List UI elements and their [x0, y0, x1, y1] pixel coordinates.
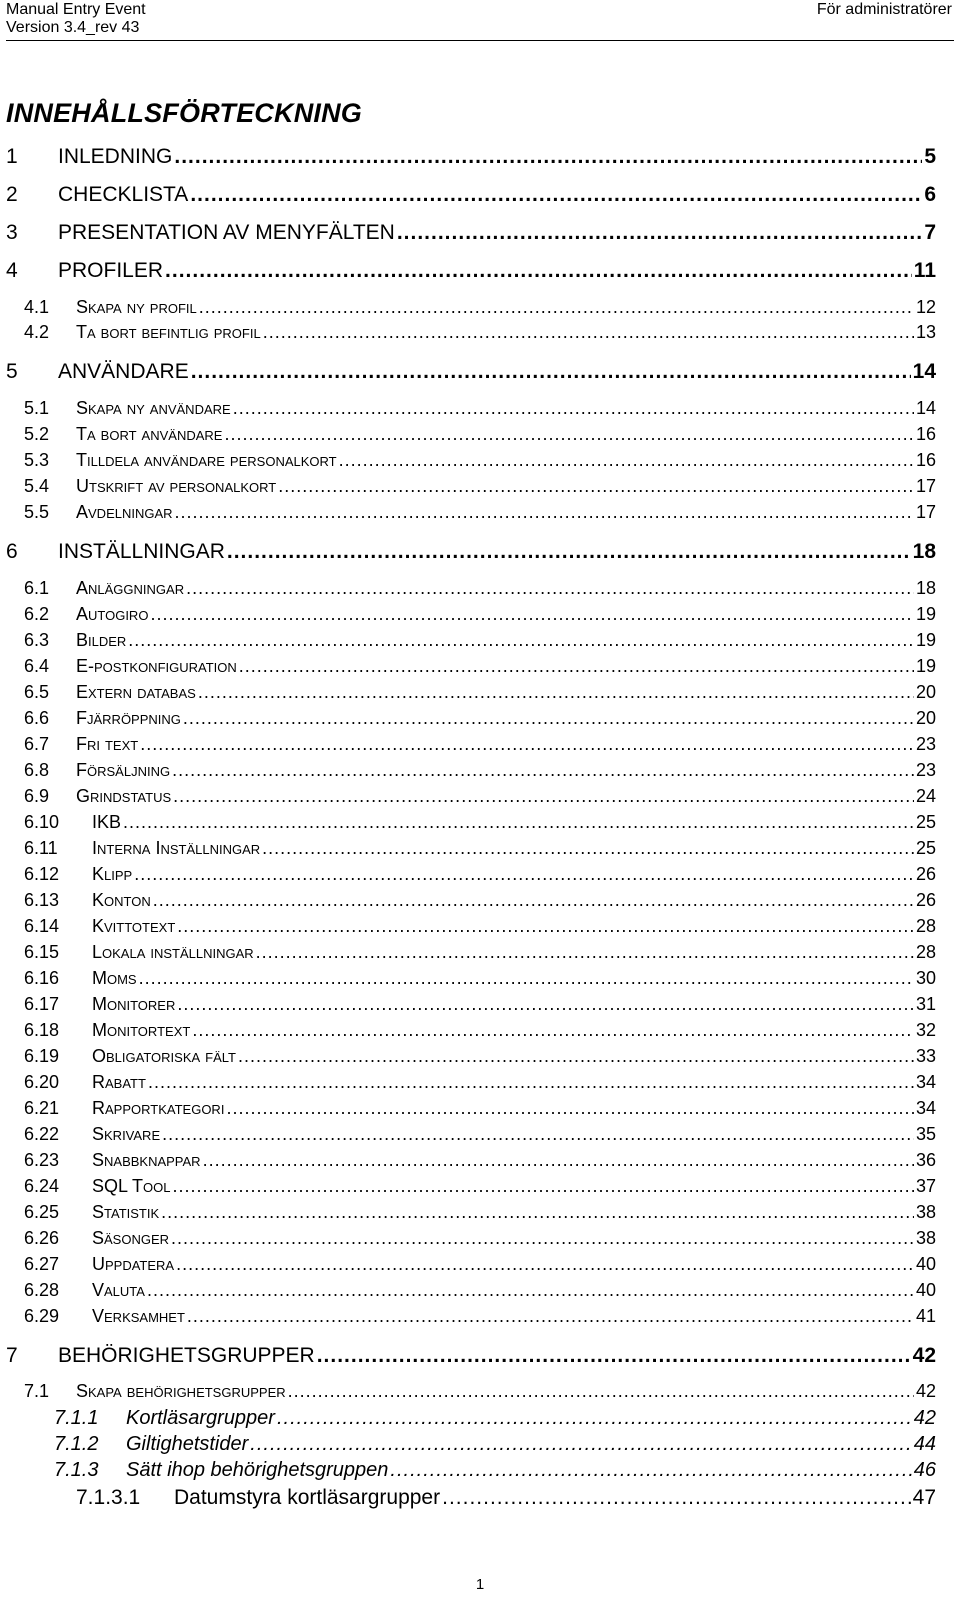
toc-entry-number: 7.1.3 — [54, 1459, 99, 1481]
toc-entry[interactable] — [6, 630, 936, 653]
toc-entry-page: 6 — [924, 183, 936, 206]
toc-entry[interactable] — [6, 145, 936, 171]
toc-entry[interactable] — [6, 1176, 936, 1199]
dot-leader — [442, 1486, 911, 1510]
toc-entry-number: 6.27 — [24, 1254, 60, 1274]
toc-entry-number: 7 — [6, 1344, 18, 1367]
toc-entry[interactable] — [6, 450, 936, 473]
toc-entry-page: 33 — [915, 1046, 936, 1066]
dot-leader — [128, 630, 914, 651]
toc-entry-number: 6.26 — [24, 1228, 60, 1248]
toc-entry-title: Fri text — [76, 734, 139, 754]
toc-entry-title: Verksamhet — [92, 1306, 185, 1326]
toc-entry-title: Skrivare — [92, 1124, 161, 1144]
dot-leader — [199, 297, 914, 318]
toc-entry-title: Ta bort befintlig profil — [76, 322, 261, 342]
toc-entry-number: 7.1.3.1 — [76, 1486, 141, 1509]
toc-entry-number: 6.2 — [24, 604, 50, 624]
toc-entry-page: 28 — [915, 942, 936, 962]
toc-entry-page: 5 — [924, 145, 936, 168]
toc-entry-page: 41 — [915, 1306, 936, 1326]
toc-entry-number: 6.9 — [24, 786, 50, 806]
toc-entry-number: 4.2 — [24, 322, 50, 342]
toc-entry-number: 6.12 — [24, 864, 60, 884]
toc-entry-title: Avdelningar — [76, 502, 173, 522]
toc-entry-page: 14 — [912, 360, 936, 383]
toc-entry-number: 6.18 — [24, 1020, 60, 1040]
toc-entry-title: ANVÄNDARE — [58, 360, 189, 383]
dot-leader — [191, 360, 911, 384]
toc-entry[interactable] — [6, 259, 936, 285]
toc-entry-title: Monitorer — [92, 994, 176, 1014]
page-header — [6, 0, 954, 41]
toc-entry-number: 6.8 — [24, 760, 50, 780]
dot-leader — [134, 864, 914, 885]
toc-entry-number: 4.1 — [24, 297, 50, 317]
toc-entry[interactable] — [6, 1124, 936, 1147]
toc-entry-title: Obligatoriska fält — [92, 1046, 236, 1066]
toc-entry[interactable] — [6, 1046, 936, 1069]
toc-entry-title: Lokala inställningar — [92, 942, 254, 962]
toc-entry-number: 4 — [6, 259, 18, 282]
toc-entry-number: 7.1.2 — [54, 1433, 99, 1455]
document-title: Manual Entry Event — [6, 1, 146, 18]
toc-entry-page: 16 — [915, 424, 936, 444]
dot-leader — [123, 812, 914, 833]
toc-entry[interactable] — [6, 1459, 936, 1483]
toc-entry-number: 5.4 — [24, 476, 50, 496]
toc-entry-title: E-postkonfiguration — [76, 656, 237, 676]
toc-entry-page: 35 — [915, 1124, 936, 1144]
toc-entry-page: 12 — [915, 297, 936, 317]
toc-entry-title: Kvittotext — [92, 916, 176, 936]
toc-entry-title: Rabatt — [92, 1072, 146, 1092]
toc-entry-title: CHECKLISTA — [58, 183, 189, 206]
toc-entry-number: 6.5 — [24, 682, 50, 702]
dot-leader — [173, 786, 914, 807]
dot-leader — [161, 1202, 914, 1223]
toc-entry-title: Giltighetstider — [126, 1433, 249, 1455]
toc-entry[interactable] — [6, 1202, 936, 1225]
toc-entry-page: 34 — [915, 1098, 936, 1118]
toc-entry[interactable] — [6, 183, 936, 209]
toc-entry-title: Autogiro — [76, 604, 149, 624]
dot-leader — [227, 540, 911, 564]
toc-entry[interactable] — [6, 322, 936, 345]
toc-entry-title: Uppdatera — [92, 1254, 175, 1274]
toc-entry-page: 18 — [912, 540, 936, 563]
toc-entry-page: 38 — [915, 1228, 936, 1248]
dot-leader — [192, 1020, 914, 1041]
toc-entry-page: 11 — [913, 259, 936, 282]
dot-leader — [162, 1124, 914, 1145]
dot-leader — [174, 145, 922, 169]
toc-entry-page: 46 — [913, 1459, 936, 1481]
toc-entry-page: 16 — [915, 450, 936, 470]
toc-entry[interactable] — [6, 476, 936, 499]
toc-entry-page: 24 — [915, 786, 936, 806]
dot-leader — [172, 760, 914, 781]
toc-entry[interactable] — [6, 1098, 936, 1121]
toc-entry-page: 31 — [915, 994, 936, 1014]
dot-leader — [153, 890, 914, 911]
dot-leader — [239, 656, 914, 677]
toc-entry-page: 34 — [915, 1072, 936, 1092]
dot-leader — [278, 476, 914, 497]
toc-entry-number: 6.17 — [24, 994, 60, 1014]
dot-leader — [177, 916, 914, 937]
toc-entry[interactable] — [6, 1280, 936, 1303]
toc-entry[interactable] — [6, 221, 936, 247]
toc-entry-number: 5.3 — [24, 450, 50, 470]
toc-entry-title: Bilder — [76, 630, 127, 650]
dot-leader — [147, 1280, 914, 1301]
toc-entry[interactable] — [6, 916, 936, 939]
dot-leader — [277, 1407, 912, 1430]
toc-entry-page: 42 — [912, 1344, 936, 1367]
toc-entry[interactable] — [6, 1150, 936, 1173]
toc-entry-title: Rapportkategori — [92, 1098, 225, 1118]
toc-entry-page: 36 — [915, 1150, 936, 1170]
toc-entry-number: 6.21 — [24, 1098, 60, 1118]
dot-leader — [288, 1381, 914, 1402]
dot-leader — [317, 1344, 911, 1368]
toc-entry[interactable] — [6, 812, 936, 835]
toc-entry-number: 6.13 — [24, 890, 60, 910]
toc-entry[interactable] — [6, 578, 936, 601]
toc-entry-page: 17 — [915, 476, 936, 496]
toc-entry[interactable] — [6, 1381, 936, 1404]
toc-entry-number: 6.10 — [24, 812, 60, 832]
toc-entry-number: 6.14 — [24, 916, 60, 936]
toc-entry-page: 26 — [915, 864, 936, 884]
toc-entry-page: 25 — [915, 838, 936, 858]
toc-entry[interactable] — [6, 398, 936, 421]
toc-entry-title: IKB — [92, 812, 122, 832]
dot-leader — [175, 502, 914, 523]
toc-entry-title: SQL Tool — [92, 1176, 171, 1196]
dot-leader — [190, 183, 922, 207]
toc-entry-title: Klipp — [92, 864, 133, 884]
toc-entry[interactable] — [6, 1020, 936, 1043]
toc-entry-title: PRESENTATION AV MENYFÄLTEN — [58, 221, 395, 244]
toc-entry-page: 47 — [912, 1486, 936, 1509]
toc-entry-number: 5 — [6, 360, 18, 383]
toc-entry[interactable] — [6, 424, 936, 447]
toc-entry-title: Skapa behörighetsgrupper — [76, 1381, 286, 1401]
toc-entry[interactable] — [6, 1306, 936, 1329]
toc-entry-title: PROFILER — [58, 259, 164, 282]
toc-entry-title: BEHÖRIGHETSGRUPPER — [58, 1344, 315, 1367]
dot-leader — [198, 682, 914, 703]
toc-entry[interactable] — [6, 968, 936, 991]
toc-entry-number: 6.22 — [24, 1124, 60, 1144]
toc-entry-title: Konton — [92, 890, 151, 910]
toc-entry-number: 1 — [6, 145, 18, 168]
toc-entry[interactable] — [6, 760, 936, 783]
toc-entry[interactable] — [6, 1072, 936, 1095]
dot-leader — [263, 322, 914, 343]
dot-leader — [165, 259, 912, 283]
toc-entry-title: Extern databas — [76, 682, 196, 702]
toc-entry-number: 6.4 — [24, 656, 50, 676]
toc-entry-number: 6.6 — [24, 708, 50, 728]
toc-entry-title: Snabbknappar — [92, 1150, 201, 1170]
toc-entry-title: INSTÄLLNINGAR — [58, 540, 225, 563]
toc-entry-page: 13 — [915, 322, 936, 342]
toc-entry-number: 5.5 — [24, 502, 50, 522]
toc-entry[interactable] — [6, 1344, 936, 1370]
toc-entry[interactable] — [6, 540, 936, 566]
toc-entry-title: Sätt ihop behörighetsgruppen — [126, 1459, 389, 1481]
toc-entry-page: 40 — [915, 1280, 936, 1300]
dot-leader — [171, 1228, 914, 1249]
toc-entry-page: 26 — [915, 890, 936, 910]
toc-entry-page: 25 — [915, 812, 936, 832]
dot-leader — [339, 450, 914, 471]
toc-entry-number: 6.19 — [24, 1046, 60, 1066]
toc-entry-number: 5.2 — [24, 424, 50, 444]
toc-entry-page: 32 — [915, 1020, 936, 1040]
document-version: Version 3.4_rev 43 — [6, 19, 140, 36]
page-number: 1 — [475, 1576, 485, 1593]
toc-entry-page: 19 — [915, 604, 936, 624]
toc-entry-title: Fjärröppning — [76, 708, 181, 728]
dot-leader — [177, 994, 914, 1015]
toc-entry-number: 6.15 — [24, 942, 60, 962]
dot-leader — [233, 398, 914, 419]
toc-entry-number: 6.25 — [24, 1202, 60, 1222]
dot-leader — [183, 708, 914, 729]
toc-entry[interactable] — [6, 786, 936, 809]
toc-entry-number: 6 — [6, 540, 18, 563]
toc-entry-page: 18 — [915, 578, 936, 598]
toc-entry-title: Skapa ny profil — [76, 297, 197, 317]
toc-entry[interactable] — [6, 890, 936, 913]
toc-entry[interactable] — [6, 360, 936, 386]
toc-entry-number: 6.16 — [24, 968, 60, 988]
toc-entry-number: 6.7 — [24, 734, 50, 754]
toc-entry[interactable] — [6, 1254, 936, 1277]
toc-entry-page: 7 — [924, 221, 936, 244]
dot-leader — [150, 604, 914, 625]
toc-entry[interactable] — [6, 1486, 936, 1512]
toc-entry-number: 6.11 — [24, 838, 58, 858]
toc-entry-title: Utskrift av personalkort — [76, 476, 277, 496]
toc-entry-number: 2 — [6, 183, 18, 206]
dot-leader — [203, 1150, 914, 1171]
toc-entry-title: Försäljning — [76, 760, 171, 780]
toc-entry[interactable] — [6, 734, 936, 757]
toc-entry-title: Ta bort användare — [76, 424, 223, 444]
toc-entry[interactable] — [6, 502, 936, 525]
toc-entry-title: INLEDNING — [58, 145, 173, 168]
toc-entry-number: 6.24 — [24, 1176, 60, 1196]
toc-entry[interactable] — [6, 1407, 936, 1431]
dot-leader — [176, 1254, 914, 1275]
toc-entry-page: 42 — [915, 1381, 936, 1401]
dot-leader — [238, 1046, 914, 1067]
toc-entry-page: 14 — [915, 398, 936, 418]
toc-entry-title: Interna Inställningar — [92, 838, 261, 858]
toc-entry-number: 6.20 — [24, 1072, 60, 1092]
toc-entry-title: Anläggningar — [76, 578, 185, 598]
audience-label: För administratörer — [816, 1, 952, 18]
toc-entry-page: 40 — [915, 1254, 936, 1274]
dot-leader — [139, 968, 914, 989]
toc-entry-number: 7.1.1 — [54, 1407, 99, 1429]
dot-leader — [226, 1098, 914, 1119]
toc-entry-title: Säsonger — [92, 1228, 170, 1248]
toc-entry-page: 19 — [915, 630, 936, 650]
toc-entry[interactable] — [6, 708, 936, 731]
toc-entry-page: 23 — [915, 760, 936, 780]
toc-entry-page: 17 — [915, 502, 936, 522]
toc-entry-title: Grindstatus — [76, 786, 172, 806]
toc-entry-number: 6.1 — [24, 578, 50, 598]
dot-leader — [187, 1306, 914, 1327]
dot-leader — [397, 221, 922, 245]
toc-entry[interactable] — [6, 864, 936, 887]
toc-entry[interactable] — [6, 1433, 936, 1457]
dot-leader — [186, 578, 914, 599]
toc-entry-page: 20 — [915, 708, 936, 728]
toc-entry-title: Datumstyra kortläsargrupper — [174, 1486, 441, 1509]
toc-entry-title: Tilldela användare personalkort — [76, 450, 337, 470]
dot-leader — [262, 838, 914, 859]
toc-entry[interactable] — [6, 682, 936, 705]
toc-entry-page: 30 — [915, 968, 936, 988]
toc-heading: INNEHÅLLSFÖRTECKNING — [6, 98, 363, 128]
toc-entry-page: 20 — [915, 682, 936, 702]
toc-entry-number: 7.1 — [24, 1381, 50, 1401]
toc-entry[interactable] — [6, 942, 936, 965]
toc-entry-number: 3 — [6, 221, 18, 244]
dot-leader — [250, 1433, 911, 1456]
dot-leader — [390, 1459, 911, 1482]
toc-entry[interactable] — [6, 297, 936, 320]
dot-leader — [172, 1176, 913, 1197]
toc-entry-title: Skapa ny användare — [76, 398, 231, 418]
toc-entry[interactable] — [6, 1228, 936, 1251]
toc-entry-page: 28 — [915, 916, 936, 936]
toc-entry-page: 44 — [913, 1433, 936, 1455]
toc-entry[interactable] — [6, 604, 936, 627]
dot-leader — [256, 942, 914, 963]
toc-entry-number: 6.29 — [24, 1306, 60, 1326]
toc-entry-title: Valuta — [92, 1280, 145, 1300]
toc-entry-title: Statistik — [92, 1202, 160, 1222]
toc-entry-number: 6.3 — [24, 630, 50, 650]
toc-entry-number: 5.1 — [24, 398, 50, 418]
toc-entry-page: 37 — [915, 1176, 936, 1196]
dot-leader — [148, 1072, 914, 1093]
toc-entry-page: 23 — [915, 734, 936, 754]
toc-entry-title: Monitortext — [92, 1020, 191, 1040]
dot-leader — [224, 424, 914, 445]
header-left — [6, 1, 146, 37]
toc-entry-title: Kortläsargrupper — [126, 1407, 275, 1429]
toc-entry[interactable] — [6, 656, 936, 679]
toc-entry-page: 19 — [915, 656, 936, 676]
toc-entry[interactable] — [6, 838, 936, 861]
toc-entry-page: 42 — [913, 1407, 936, 1429]
dot-leader — [140, 734, 914, 755]
toc-entry-number: 6.28 — [24, 1280, 60, 1300]
toc-entry[interactable] — [6, 994, 936, 1017]
toc-entry-number: 6.23 — [24, 1150, 60, 1170]
toc-entry-title: Moms — [92, 968, 137, 988]
toc-entry-page: 38 — [915, 1202, 936, 1222]
